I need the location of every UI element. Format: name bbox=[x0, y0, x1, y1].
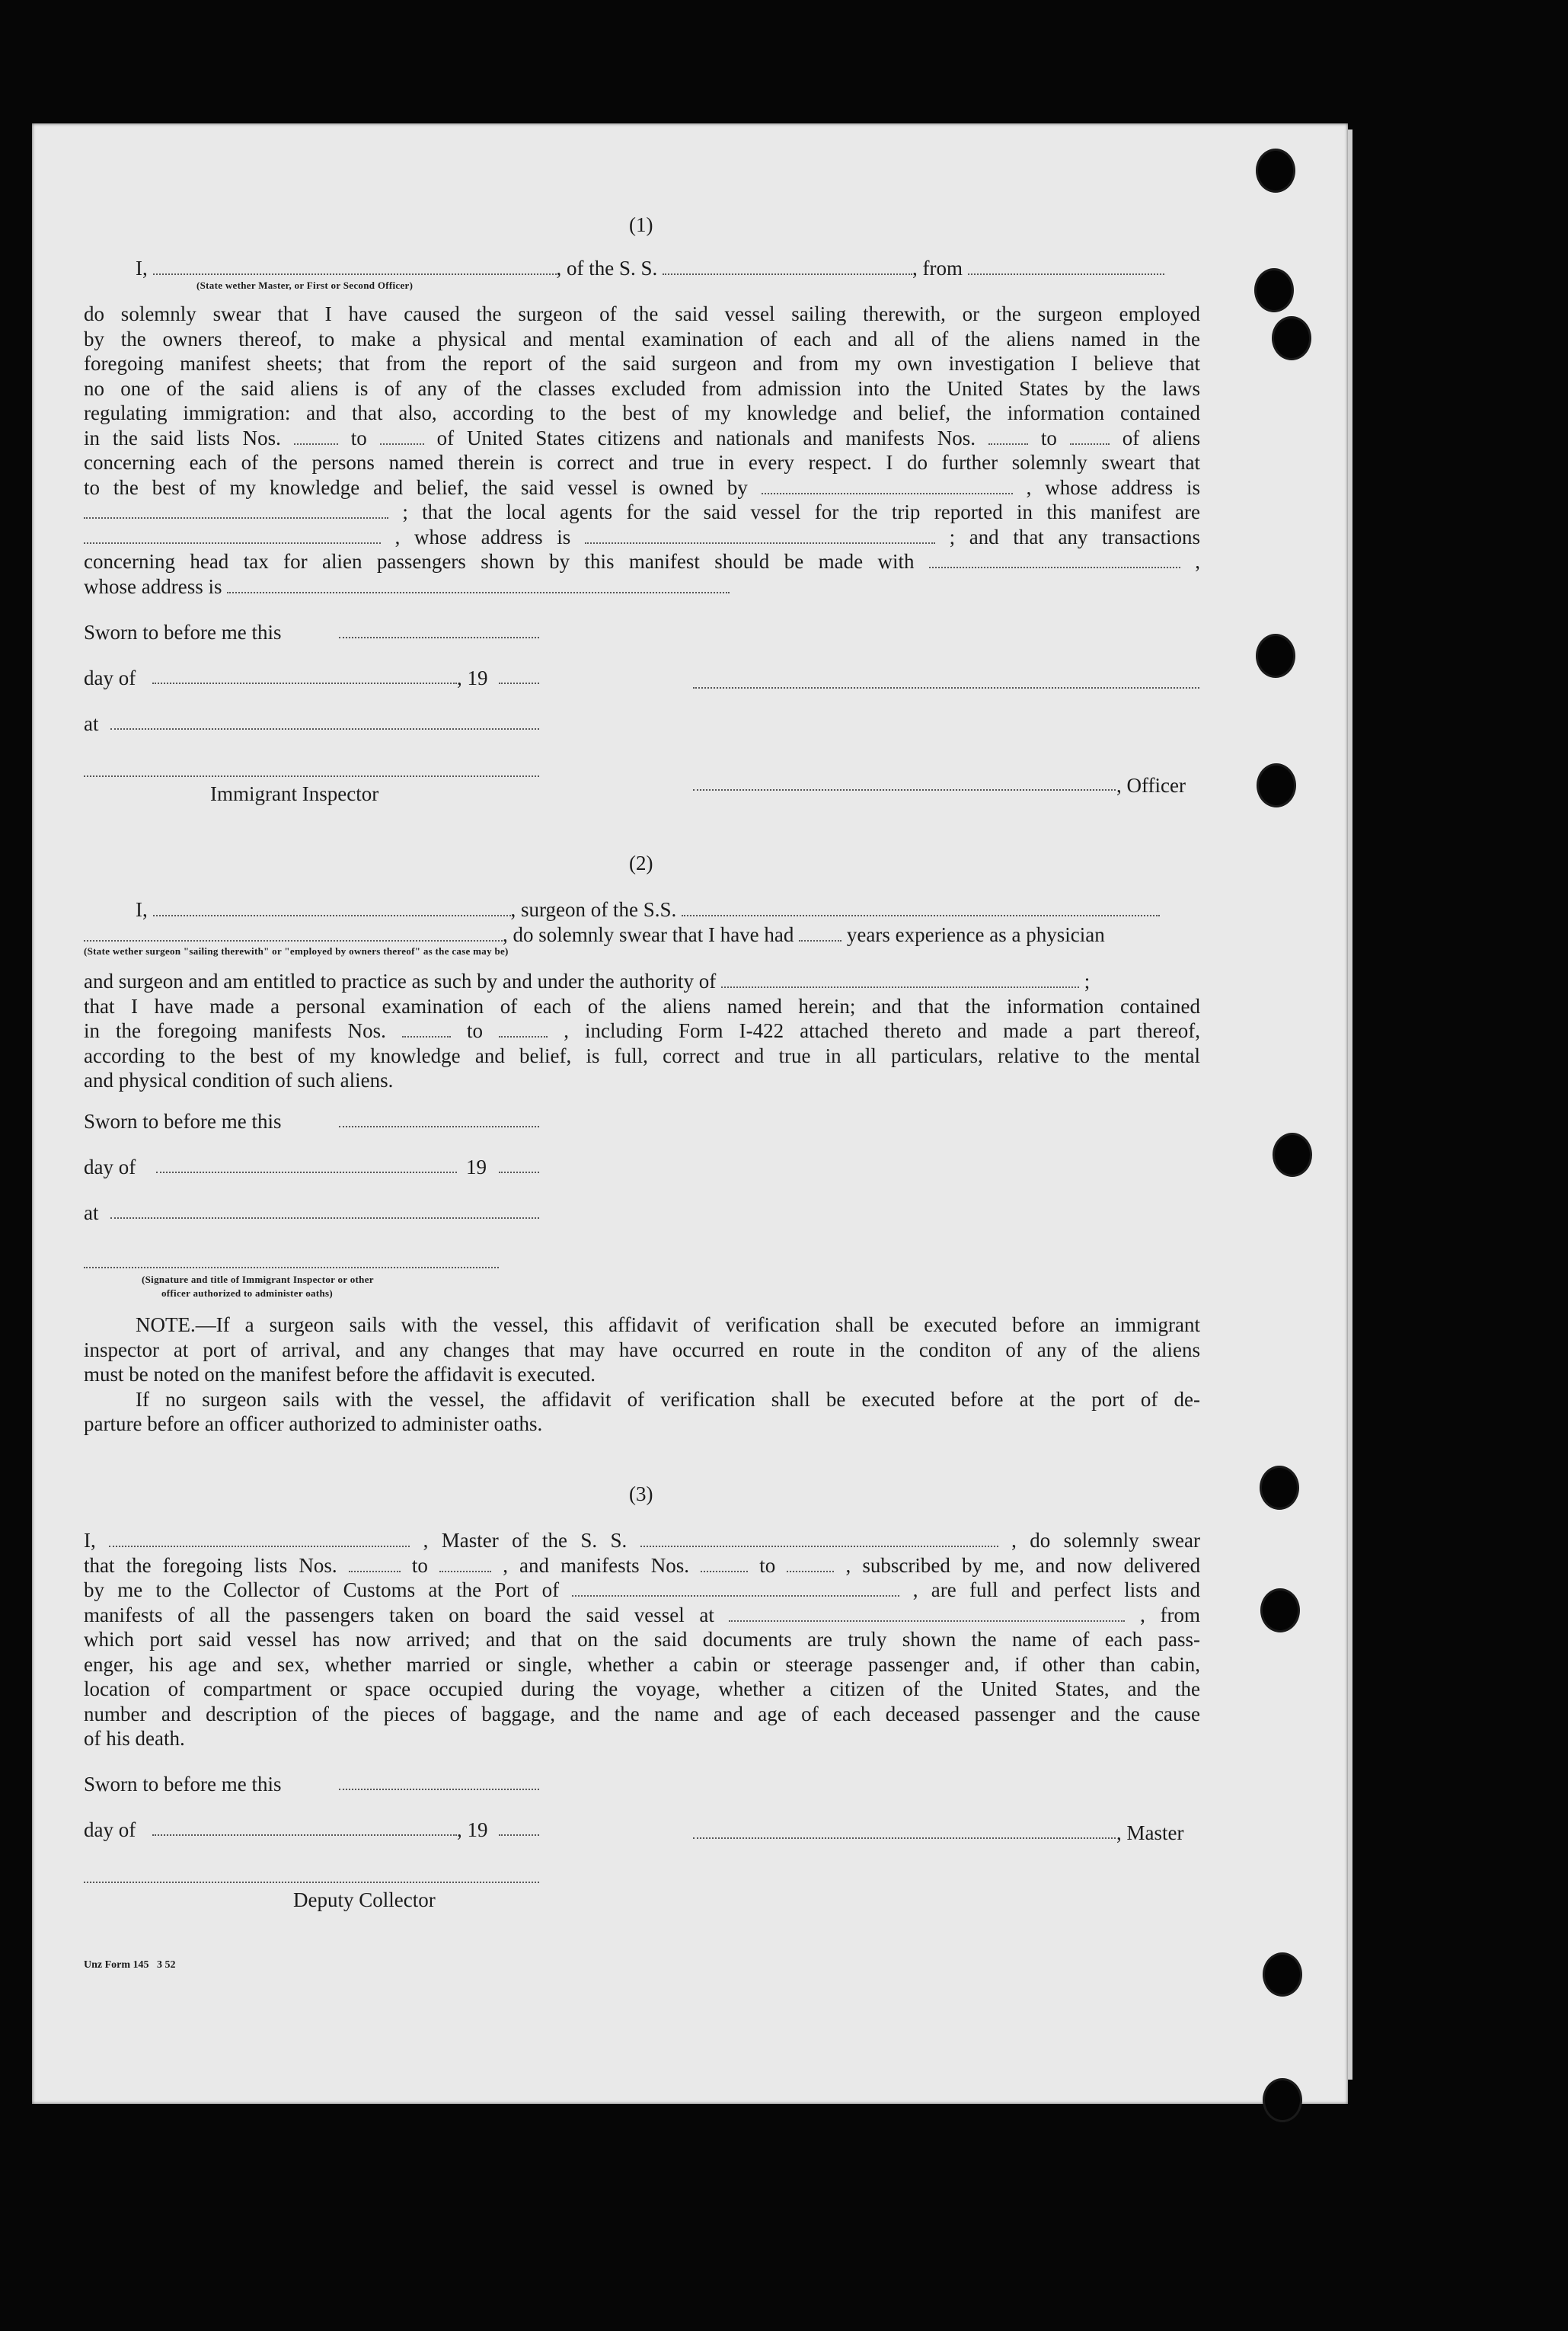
owner-field[interactable] bbox=[762, 480, 1013, 494]
sworn-date-field[interactable] bbox=[339, 637, 539, 638]
text-line bbox=[84, 969, 1200, 994]
day-of-label: day of bbox=[84, 1818, 136, 1841]
manifests-to-field[interactable] bbox=[499, 1024, 548, 1038]
master-name-field[interactable] bbox=[109, 1533, 410, 1547]
day-of-label: day of bbox=[84, 1156, 136, 1178]
page-edge bbox=[1348, 130, 1352, 2080]
text: whose address is bbox=[84, 574, 222, 598]
text: I, bbox=[136, 257, 148, 280]
text: concerning head tax for alien passengers shown by this manifest should be made with bbox=[84, 550, 915, 573]
field-hint: (State wether Master, or First or Second Officer) bbox=[196, 280, 414, 291]
text: , are full and perfect lists and bbox=[912, 1578, 1201, 1601]
text: I, bbox=[84, 1529, 96, 1552]
text-line: inspector at port of arrival, and any changes that may have occurred en route in the conditon of any of the aliens bbox=[84, 1338, 1200, 1361]
owner-address-field[interactable] bbox=[84, 505, 388, 519]
punch-hole-icon bbox=[1263, 1591, 1298, 1630]
text-line: do solemnly swear that I have caused the surgeon of the said vessel sailing therewith, or the surgeon employed bbox=[84, 302, 1200, 325]
text-line: according to the best of my knowledge and belief, is full, correct and true in all particulars, relative to the mental bbox=[84, 1044, 1200, 1067]
manifests-to-field[interactable] bbox=[1070, 430, 1110, 444]
note-paragraph bbox=[84, 1313, 1200, 1437]
text: ; and that any transactions bbox=[949, 525, 1201, 548]
text-line bbox=[84, 1578, 1200, 1603]
officer-signature-field[interactable] bbox=[693, 789, 1116, 791]
section-2-body bbox=[84, 969, 1200, 1093]
master-signature-field[interactable] bbox=[693, 1837, 1116, 1839]
text: to the best of my knowledge and belief, the said vessel is owned by bbox=[84, 475, 748, 499]
inspector-signature-field[interactable] bbox=[84, 1267, 499, 1268]
text: , Master of the S. S. bbox=[423, 1529, 628, 1552]
text-line: foregoing manifest sheets; that from the report of the said surgeon and from my own investigation I believe that bbox=[84, 352, 1200, 375]
year-label: , 19 bbox=[457, 667, 488, 689]
text: by me to the Collector of Customs at the Port of bbox=[84, 1578, 560, 1601]
text-line: and physical condition of such aliens. bbox=[84, 1069, 394, 1092]
manifests-from-field[interactable] bbox=[988, 430, 1028, 444]
text: to bbox=[350, 426, 367, 449]
vessel-name-field[interactable] bbox=[663, 261, 912, 275]
text: manifests of all the passengers taken on board the said vessel at bbox=[84, 1603, 714, 1626]
at-label: at bbox=[84, 712, 99, 735]
text-line: number and description of the pieces of baggage, and the name and age of each deceased passenger and the cause bbox=[84, 1702, 1200, 1725]
text: I, bbox=[136, 898, 148, 921]
text-line: location of compartment or space occupied during the voyage, whether a citizen of the United States, and the bbox=[84, 1677, 1200, 1700]
text: to bbox=[467, 1019, 484, 1042]
text-line bbox=[84, 1018, 1200, 1044]
text-line: NOTE.—If a surgeon sails with the vessel, this affidavit of verification shall be executed before an immigrant bbox=[136, 1313, 1200, 1336]
master-label: , Master bbox=[1116, 1821, 1184, 1844]
text-line bbox=[84, 426, 1200, 451]
head-tax-address-field[interactable] bbox=[227, 579, 730, 593]
punch-hole-icon bbox=[1265, 1955, 1300, 1994]
lists-to-field[interactable] bbox=[439, 1558, 491, 1572]
signature-hint: officer authorized to administer oaths) bbox=[161, 1287, 333, 1299]
section-number: (1) bbox=[629, 213, 653, 236]
text-line: that I have made a personal examination of each of the aliens named herein; and that the information contained bbox=[84, 994, 1200, 1018]
punch-hole-icon bbox=[1258, 636, 1293, 676]
text: , do solemnly swear bbox=[1011, 1529, 1201, 1552]
text-line bbox=[84, 1528, 1200, 1553]
day-of-field[interactable] bbox=[156, 1172, 457, 1173]
text-line bbox=[84, 500, 1200, 525]
surgeon-name-field[interactable] bbox=[153, 903, 511, 916]
signature-field[interactable] bbox=[693, 687, 1199, 689]
section-1-header-line bbox=[84, 256, 1200, 281]
boarding-port-field[interactable] bbox=[729, 1607, 1125, 1621]
port-field[interactable] bbox=[572, 1583, 899, 1597]
day-of-field[interactable] bbox=[152, 1834, 457, 1836]
port-from-field[interactable] bbox=[968, 261, 1164, 275]
text: , of the S. S. bbox=[556, 257, 658, 280]
text-line: regulating immigration: and that also, according to the best of my knowledge and belief, the information contained bbox=[84, 401, 1200, 424]
surgeon-vessel-field[interactable] bbox=[682, 903, 1160, 916]
text-line: If no surgeon sails with the vessel, the affidavit of verification shall be executed before at the port of de- bbox=[136, 1387, 1200, 1411]
text: to bbox=[411, 1553, 428, 1577]
text-line bbox=[84, 525, 1200, 550]
text: ; that the local agents for the said vessel for the trip reported in this manifest are bbox=[402, 500, 1200, 523]
text-line bbox=[84, 549, 1200, 574]
text-line bbox=[84, 1553, 1200, 1578]
year-field[interactable] bbox=[499, 1172, 539, 1173]
punch-hole-icon bbox=[1258, 151, 1293, 190]
head-tax-contact-field[interactable] bbox=[929, 555, 1180, 568]
collector-label: Deputy Collector bbox=[293, 1888, 436, 1911]
text-line: which port said vessel has now arrived; and that on the said documents are truly shown the name of each pass- bbox=[84, 1628, 1200, 1651]
text: in the said lists Nos. bbox=[84, 426, 281, 449]
text-line: parture before an officer authorized to administer oaths. bbox=[84, 1412, 543, 1435]
punch-hole-icon bbox=[1257, 270, 1292, 310]
text: and surgeon and am entitled to practice as such by and under the authority of bbox=[84, 970, 717, 993]
field-hint: (State wether surgeon "sailing therewith" or "employed by owners thereof" as the case may be) bbox=[84, 945, 509, 957]
agents-address-field[interactable] bbox=[585, 529, 935, 543]
text: of United States citizens and nationals and manifests Nos. bbox=[436, 426, 976, 449]
section-number: (3) bbox=[629, 1482, 653, 1505]
text: years experience as a physician bbox=[846, 922, 1105, 946]
day-of-field[interactable] bbox=[152, 683, 457, 684]
vessel-name-field[interactable] bbox=[640, 1533, 998, 1547]
text-line bbox=[84, 475, 1200, 500]
text: , surgeon of the S.S. bbox=[510, 898, 677, 921]
section-2-header-line bbox=[84, 897, 1200, 947]
year-field[interactable] bbox=[499, 683, 539, 684]
lists-from-field[interactable] bbox=[294, 430, 338, 444]
text: , do solemnly swear that I have had bbox=[503, 922, 794, 946]
punch-hole-icon bbox=[1275, 1135, 1310, 1175]
text: of aliens bbox=[1122, 426, 1201, 449]
manifests-to-field[interactable] bbox=[787, 1558, 834, 1572]
at-field[interactable] bbox=[110, 728, 539, 730]
text-line: no one of the said aliens is of any of the classes excluded from admission into the United States by the laws bbox=[84, 376, 1200, 400]
text: in the foregoing manifests Nos. bbox=[84, 1019, 386, 1042]
text-line: enger, his age and sex, whether married or single, whether a cabin or steerage passenger and, if other than cabin, bbox=[84, 1652, 1200, 1676]
form-number: Unz Form 145 3 52 bbox=[84, 1959, 176, 1971]
punch-hole-icon bbox=[1259, 766, 1294, 805]
inspector-label: Immigrant Inspector bbox=[210, 782, 379, 805]
year-label: , 19 bbox=[457, 1818, 488, 1841]
text: to bbox=[759, 1553, 776, 1577]
text: , and manifests Nos. bbox=[503, 1553, 689, 1577]
text: , including Form I-422 attached thereto and made a part thereof, bbox=[564, 1019, 1201, 1042]
text: , from bbox=[1140, 1603, 1200, 1626]
at-label: at bbox=[84, 1201, 99, 1224]
lists-from-field[interactable] bbox=[349, 1558, 401, 1572]
officer-label: , Officer bbox=[1116, 774, 1186, 797]
at-field[interactable] bbox=[110, 1217, 539, 1219]
text-line bbox=[84, 1603, 1200, 1628]
text: that the foregoing lists Nos. bbox=[84, 1553, 337, 1577]
text-line: by the owners thereof, to make a physical and mental examination of each and all of the aliens named in the bbox=[84, 327, 1200, 350]
signature-hint: (Signature and title of Immigrant Inspector or other bbox=[142, 1274, 374, 1285]
sworn-date-field[interactable] bbox=[339, 1126, 539, 1127]
text: , subscribed by me, and now delivered bbox=[845, 1553, 1201, 1577]
sworn-label: Sworn to before me this bbox=[84, 1773, 282, 1795]
year-field[interactable] bbox=[499, 1834, 539, 1836]
text: , from bbox=[912, 257, 963, 280]
authority-field[interactable] bbox=[721, 974, 1079, 988]
surgeon-status-field[interactable] bbox=[84, 927, 503, 941]
sworn-label: Sworn to before me this bbox=[84, 1110, 282, 1133]
text-line bbox=[84, 922, 1200, 948]
day-of-label: day of bbox=[84, 667, 136, 689]
rank-field[interactable] bbox=[153, 261, 557, 275]
text: to bbox=[1040, 426, 1057, 449]
year-label: 19 bbox=[466, 1156, 487, 1178]
section-1-body bbox=[84, 302, 1200, 599]
manifests-from-field[interactable] bbox=[402, 1024, 451, 1038]
text: , whose address is bbox=[1026, 475, 1201, 499]
years-experience-field[interactable] bbox=[799, 927, 841, 941]
text-line bbox=[84, 897, 1200, 922]
lists-to-field[interactable] bbox=[380, 430, 424, 444]
text-line: must be noted on the manifest before the affidavit is executed. bbox=[84, 1363, 596, 1386]
sworn-label: Sworn to before me this bbox=[84, 621, 282, 644]
punch-hole-icon bbox=[1265, 2080, 1300, 2120]
inspector-signature-field[interactable] bbox=[84, 775, 539, 777]
text: ; bbox=[1084, 970, 1091, 993]
section-3-body bbox=[84, 1528, 1200, 1751]
agents-field[interactable] bbox=[84, 529, 381, 543]
text: , bbox=[1195, 550, 1201, 573]
section-number: (2) bbox=[629, 852, 653, 875]
punch-hole-icon bbox=[1262, 1468, 1297, 1508]
punch-hole-icon bbox=[1274, 318, 1309, 358]
text: , whose address is bbox=[394, 525, 571, 548]
sworn-date-field[interactable] bbox=[339, 1789, 539, 1790]
collector-signature-field[interactable] bbox=[84, 1882, 539, 1883]
text-line bbox=[84, 574, 1200, 600]
text-line: concerning each of the persons named therein is correct and true in every respect. I do further solemnly sweart that bbox=[84, 451, 1200, 474]
manifests-from-field[interactable] bbox=[701, 1558, 748, 1572]
text-line: of his death. bbox=[84, 1727, 185, 1750]
